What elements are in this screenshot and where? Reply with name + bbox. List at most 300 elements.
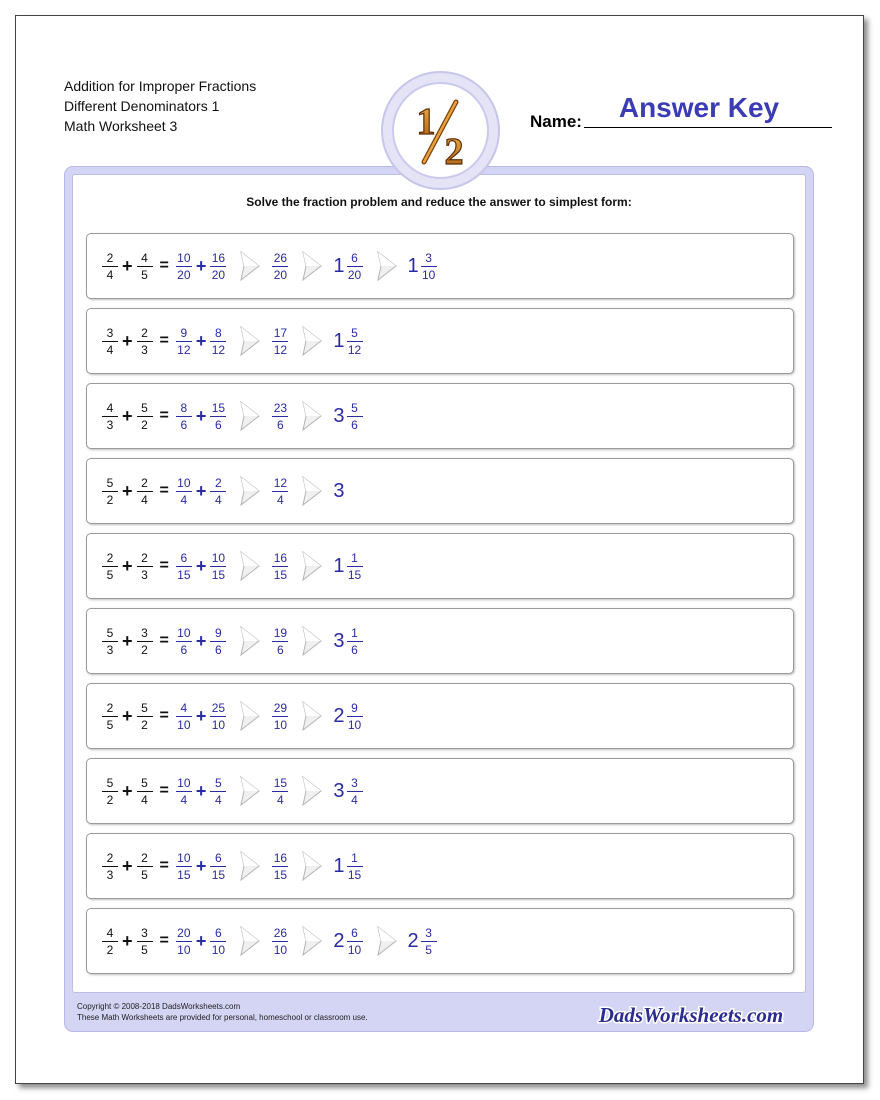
problem-row: [86, 233, 794, 299]
numerator: 17: [273, 325, 288, 340]
fraction-bar: [272, 791, 288, 792]
plus-sign: +: [195, 255, 207, 276]
numerator: 5: [106, 475, 114, 490]
denominator: 6: [351, 417, 358, 432]
plus-sign: +: [122, 630, 133, 651]
numerator: 1: [351, 850, 358, 865]
numerator: 2: [141, 850, 148, 865]
fraction-bar: [137, 941, 153, 942]
plus-sign: +: [122, 855, 133, 876]
fraction-bar: [272, 491, 288, 492]
numerator: 3: [425, 250, 432, 265]
fraction-bar: [102, 791, 118, 792]
numerator: 16: [211, 250, 226, 265]
whole-number: 3: [333, 779, 345, 802]
problem-expression: [101, 609, 364, 673]
numerator: 6: [215, 925, 222, 940]
step-arrow-icon: [239, 326, 261, 356]
fraction-bar: [102, 866, 118, 867]
equivalent-fraction: [176, 626, 192, 657]
numerator: 25: [211, 700, 226, 715]
numerator: 3: [425, 925, 432, 940]
question-fraction: [137, 326, 153, 357]
answer-fraction: [347, 551, 363, 582]
fraction-bar: [421, 266, 437, 267]
denominator: 6: [351, 642, 358, 657]
denominator: 4: [215, 492, 222, 507]
step-arrow-icon: [301, 251, 323, 281]
whole-number: 2: [407, 929, 419, 952]
denominator: 15: [347, 867, 362, 882]
denominator: 4: [180, 792, 188, 807]
usage-notice: These Math Worksheets are provided for personal, homeschool or classroom use.: [77, 1013, 368, 1022]
numerator: 2: [215, 475, 222, 490]
fraction-bar: [347, 341, 363, 342]
question-fraction: [102, 776, 118, 807]
fraction-bar: [176, 791, 192, 792]
equals-sign: =: [159, 332, 169, 349]
numerator: 8: [180, 400, 188, 415]
question-fraction: [102, 401, 118, 432]
step-arrow-icon: [239, 551, 261, 581]
improper-sum-fraction: [272, 401, 288, 432]
dadsworksheets-logo-text: DadsWorksheets.com: [598, 1003, 784, 1027]
fraction-bar: [176, 866, 192, 867]
mixed-number-answer: [333, 401, 363, 432]
fraction-bar: [421, 941, 437, 942]
step-arrow-icon: [301, 926, 323, 956]
plus-sign: +: [122, 930, 133, 951]
denominator: 3: [106, 867, 114, 882]
problem-row: [86, 383, 794, 449]
step-arrow-icon: [376, 926, 398, 956]
footer-text: [77, 1001, 368, 1023]
name-field: [530, 92, 832, 132]
equivalent-fraction: [176, 401, 192, 432]
fraction-bar: [102, 491, 118, 492]
fraction-bar: [272, 641, 288, 642]
fraction-bar: [176, 491, 192, 492]
fraction-bar: [210, 716, 226, 717]
denominator: 5: [106, 717, 114, 732]
numerator: 9: [215, 625, 222, 640]
denominator: 15: [347, 567, 362, 582]
copyright-text: Copyright © 2008-2018 DadsWorksheets.com: [77, 1002, 241, 1011]
problem-row: [86, 458, 794, 524]
fraction-bar: [176, 416, 192, 417]
fraction-bar: [347, 941, 363, 942]
whole-number: 1: [333, 554, 345, 577]
fraction-bar: [137, 791, 153, 792]
question-fraction: [102, 626, 118, 657]
numerator: 5: [141, 700, 148, 715]
plus-sign: +: [122, 405, 133, 426]
denominator: 3: [106, 642, 114, 657]
equivalent-fraction: [210, 326, 226, 357]
numerator: 5: [106, 625, 114, 640]
equals-sign: =: [159, 782, 169, 799]
numerator: 16: [273, 550, 288, 565]
numerator: 2: [106, 550, 114, 565]
step-arrow-icon: [376, 251, 398, 281]
fraction-bar: [272, 416, 288, 417]
fraction-bar: [176, 941, 192, 942]
one-half-icon: [394, 84, 487, 177]
equals-sign: =: [159, 707, 169, 724]
mixed-number-answer: [333, 626, 363, 657]
question-fraction: [137, 251, 153, 282]
denominator: 4: [215, 792, 222, 807]
denominator: 10: [177, 717, 191, 732]
numerator: 2: [106, 250, 114, 265]
question-fraction: [102, 476, 118, 507]
problem-row: [86, 608, 794, 674]
answer-fraction: [347, 251, 363, 282]
fraction-bar: [210, 791, 226, 792]
whole-number: 1: [333, 329, 345, 352]
improper-sum-fraction: [272, 701, 288, 732]
plus-sign: +: [122, 555, 133, 576]
denominator: 10: [211, 942, 226, 957]
question-fraction: [137, 851, 153, 882]
denominator: 12: [211, 342, 226, 357]
equals-sign: =: [159, 857, 169, 874]
fraction-bar: [137, 416, 153, 417]
equivalent-fraction: [210, 626, 226, 657]
denominator: 6: [180, 642, 188, 657]
answer-fraction: [421, 251, 437, 282]
numerator: 9: [351, 700, 358, 715]
step-arrow-icon: [239, 776, 261, 806]
question-fraction: [137, 926, 153, 957]
plus-sign: +: [195, 930, 207, 951]
fraction-bar: [176, 566, 192, 567]
equivalent-fraction: [210, 776, 226, 807]
plus-sign: +: [122, 480, 133, 501]
numerator: 5: [106, 775, 114, 790]
plus-sign: +: [195, 405, 207, 426]
svg-text:1: 1: [416, 101, 436, 143]
fraction-bar: [272, 941, 288, 942]
equivalent-fraction: [210, 551, 226, 582]
numerator: 5: [351, 325, 358, 340]
numerator: 1: [351, 625, 358, 640]
numerator: 2: [141, 475, 148, 490]
fraction-bar: [347, 416, 363, 417]
whole-number: 2: [333, 704, 345, 727]
numerator: 3: [141, 925, 148, 940]
denominator: 4: [106, 342, 114, 357]
problem-row: [86, 833, 794, 899]
denominator: 6: [277, 417, 284, 432]
plus-sign: +: [122, 705, 133, 726]
denominator: 10: [421, 267, 436, 282]
denominator: 15: [273, 867, 288, 882]
equivalent-fraction: [176, 776, 192, 807]
denominator: 4: [277, 792, 284, 807]
title-line-1: Addition for Improper Fractions: [64, 78, 257, 94]
problem-expression: [101, 234, 438, 298]
whole-number: 1: [407, 254, 419, 277]
denominator: 6: [215, 417, 222, 432]
numerator: 6: [351, 925, 358, 940]
fraction-bar: [347, 566, 363, 567]
denominator: 3: [141, 567, 148, 582]
name-label: Name:: [530, 112, 582, 131]
worksheet-title: [64, 76, 256, 136]
plus-sign: +: [195, 705, 207, 726]
plus-sign: +: [122, 330, 133, 351]
question-fraction: [102, 251, 118, 282]
numerator: 10: [211, 550, 226, 565]
fraction-bar: [102, 716, 118, 717]
denominator: 6: [180, 417, 188, 432]
problem-row: [86, 683, 794, 749]
whole-number: 2: [333, 929, 345, 952]
denominator: 2: [106, 792, 114, 807]
numerator: 9: [180, 325, 188, 340]
dadsworksheets-logo: [580, 998, 802, 1037]
fraction-bar: [102, 566, 118, 567]
fraction-bar: [210, 941, 226, 942]
plus-sign: +: [195, 780, 207, 801]
whole-number: 3: [333, 479, 345, 502]
question-fraction: [102, 851, 118, 882]
fraction-bar: [102, 416, 118, 417]
denominator: 2: [141, 717, 148, 732]
answer-fraction: [347, 326, 363, 357]
equivalent-fraction: [210, 401, 226, 432]
denominator: 5: [425, 942, 432, 957]
step-arrow-icon: [239, 251, 261, 281]
fraction-bar: [176, 266, 192, 267]
fraction-bar: [347, 266, 363, 267]
fraction-bar: [210, 866, 226, 867]
denominator: 10: [347, 717, 362, 732]
numerator: 15: [273, 775, 288, 790]
problem-area: [72, 174, 806, 993]
problem-expression: [101, 909, 438, 973]
question-fraction: [137, 551, 153, 582]
denominator: 2: [106, 492, 114, 507]
numerator: 4: [180, 700, 188, 715]
step-arrow-icon: [301, 326, 323, 356]
step-arrow-icon: [301, 476, 323, 506]
numerator: 6: [351, 250, 358, 265]
denominator: 20: [347, 267, 362, 282]
denominator: 4: [141, 492, 148, 507]
plus-sign: +: [122, 255, 133, 276]
problem-expression: [101, 834, 364, 898]
numerator: 19: [273, 625, 288, 640]
one-half-logo: [381, 71, 500, 190]
problem-expression: [101, 459, 346, 523]
numerator: 3: [141, 625, 148, 640]
mixed-number-answer: [333, 851, 363, 882]
fraction-bar: [272, 566, 288, 567]
numerator: 10: [177, 475, 191, 490]
fraction-bar: [210, 566, 226, 567]
equivalent-fraction: [176, 701, 192, 732]
denominator: 5: [141, 267, 148, 282]
fraction-bar: [137, 266, 153, 267]
name-underline: [584, 127, 832, 128]
equals-sign: =: [159, 257, 169, 274]
fraction-bar: [102, 941, 118, 942]
denominator: 12: [273, 342, 288, 357]
plus-sign: +: [195, 330, 207, 351]
denominator: 20: [177, 267, 191, 282]
numerator: 12: [273, 475, 288, 490]
problem-row: [86, 908, 794, 974]
fraction-bar: [347, 716, 363, 717]
denominator: 12: [177, 342, 191, 357]
denominator: 4: [277, 492, 284, 507]
mixed-number-answer: [333, 480, 345, 503]
problem-expression: [101, 534, 364, 598]
step-arrow-icon: [301, 626, 323, 656]
fraction-bar: [137, 866, 153, 867]
denominator: 4: [180, 492, 188, 507]
numerator: 26: [273, 250, 288, 265]
improper-sum-fraction: [272, 926, 288, 957]
question-fraction: [137, 476, 153, 507]
fraction-bar: [210, 416, 226, 417]
equivalent-fraction: [210, 926, 226, 957]
answer-fraction: [347, 851, 363, 882]
fraction-bar: [272, 341, 288, 342]
fraction-bar: [347, 641, 363, 642]
title-line-2: Different Denominators 1: [64, 98, 220, 114]
denominator: 5: [141, 942, 148, 957]
svg-text:2: 2: [444, 131, 464, 173]
problem-expression: [101, 384, 364, 448]
equivalent-fraction: [176, 251, 192, 282]
fraction-bar: [137, 566, 153, 567]
whole-number: 3: [333, 629, 345, 652]
numerator: 2: [106, 850, 114, 865]
improper-sum-fraction: [272, 851, 288, 882]
answer-fraction: [347, 926, 363, 957]
mixed-number-answer: [408, 926, 438, 957]
numerator: 10: [177, 850, 191, 865]
plus-sign: +: [195, 855, 207, 876]
numerator: 4: [141, 250, 148, 265]
problem-row: [86, 533, 794, 599]
fraction-bar: [137, 641, 153, 642]
problem-expression: [101, 759, 364, 823]
fraction-bar: [272, 866, 288, 867]
improper-sum-fraction: [272, 251, 288, 282]
numerator: 6: [215, 850, 222, 865]
mixed-number-answer: [333, 326, 363, 357]
numerator: 2: [106, 700, 114, 715]
fraction-bar: [176, 716, 192, 717]
answer-fraction: [347, 401, 363, 432]
denominator: 15: [273, 567, 288, 582]
mixed-number-answer: [333, 776, 363, 807]
plus-sign: +: [122, 780, 133, 801]
equals-sign: =: [159, 932, 169, 949]
denominator: 3: [106, 417, 114, 432]
question-fraction: [137, 401, 153, 432]
improper-sum-fraction: [272, 776, 288, 807]
question-fraction: [137, 701, 153, 732]
denominator: 20: [273, 267, 288, 282]
numerator: 3: [351, 775, 358, 790]
denominator: 2: [141, 417, 148, 432]
fraction-bar: [272, 266, 288, 267]
equivalent-fraction: [176, 551, 192, 582]
numerator: 2: [141, 325, 148, 340]
fraction-bar: [210, 266, 226, 267]
title-line-3: Math Worksheet 3: [64, 118, 178, 134]
problem-row: [86, 758, 794, 824]
equivalent-fraction: [210, 851, 226, 882]
denominator: 10: [273, 717, 288, 732]
numerator: 10: [177, 250, 191, 265]
fraction-bar: [176, 641, 192, 642]
step-arrow-icon: [301, 851, 323, 881]
step-arrow-icon: [239, 626, 261, 656]
numerator: 8: [215, 325, 222, 340]
numerator: 16: [273, 850, 288, 865]
denominator: 20: [211, 267, 226, 282]
problem-expression: [101, 309, 364, 373]
improper-sum-fraction: [272, 326, 288, 357]
equivalent-fraction: [176, 326, 192, 357]
denominator: 6: [277, 642, 284, 657]
question-fraction: [102, 326, 118, 357]
numerator: 29: [273, 700, 288, 715]
answer-key-title: Answer Key: [618, 92, 780, 123]
denominator: 10: [273, 942, 288, 957]
denominator: 10: [211, 717, 226, 732]
fraction-bar: [176, 341, 192, 342]
denominator: 4: [141, 792, 148, 807]
plus-sign: +: [195, 555, 207, 576]
worksheet-page: [15, 15, 864, 1084]
fraction-bar: [137, 341, 153, 342]
numerator: 20: [177, 925, 191, 940]
equals-sign: =: [159, 482, 169, 499]
step-arrow-icon: [239, 701, 261, 731]
numerator: 3: [106, 325, 114, 340]
denominator: 15: [177, 867, 191, 882]
numerator: 26: [273, 925, 288, 940]
numerator: 4: [106, 925, 114, 940]
problem-row: [86, 308, 794, 374]
answer-fraction: [421, 926, 437, 957]
whole-number: 1: [333, 854, 345, 877]
numerator: 1: [351, 550, 358, 565]
problem-expression: [101, 684, 364, 748]
equivalent-fraction: [176, 476, 192, 507]
denominator: 15: [211, 867, 226, 882]
numerator: 5: [141, 775, 148, 790]
question-fraction: [102, 551, 118, 582]
plus-sign: +: [195, 480, 207, 501]
equivalent-fraction: [210, 701, 226, 732]
denominator: 6: [215, 642, 222, 657]
improper-sum-fraction: [272, 626, 288, 657]
mixed-number-answer: [333, 551, 363, 582]
numerator: 10: [177, 775, 191, 790]
denominator: 4: [351, 792, 358, 807]
instructions: Solve the fraction problem and reduce the answer to simplest form:: [246, 195, 632, 209]
fraction-bar: [102, 266, 118, 267]
step-arrow-icon: [301, 776, 323, 806]
